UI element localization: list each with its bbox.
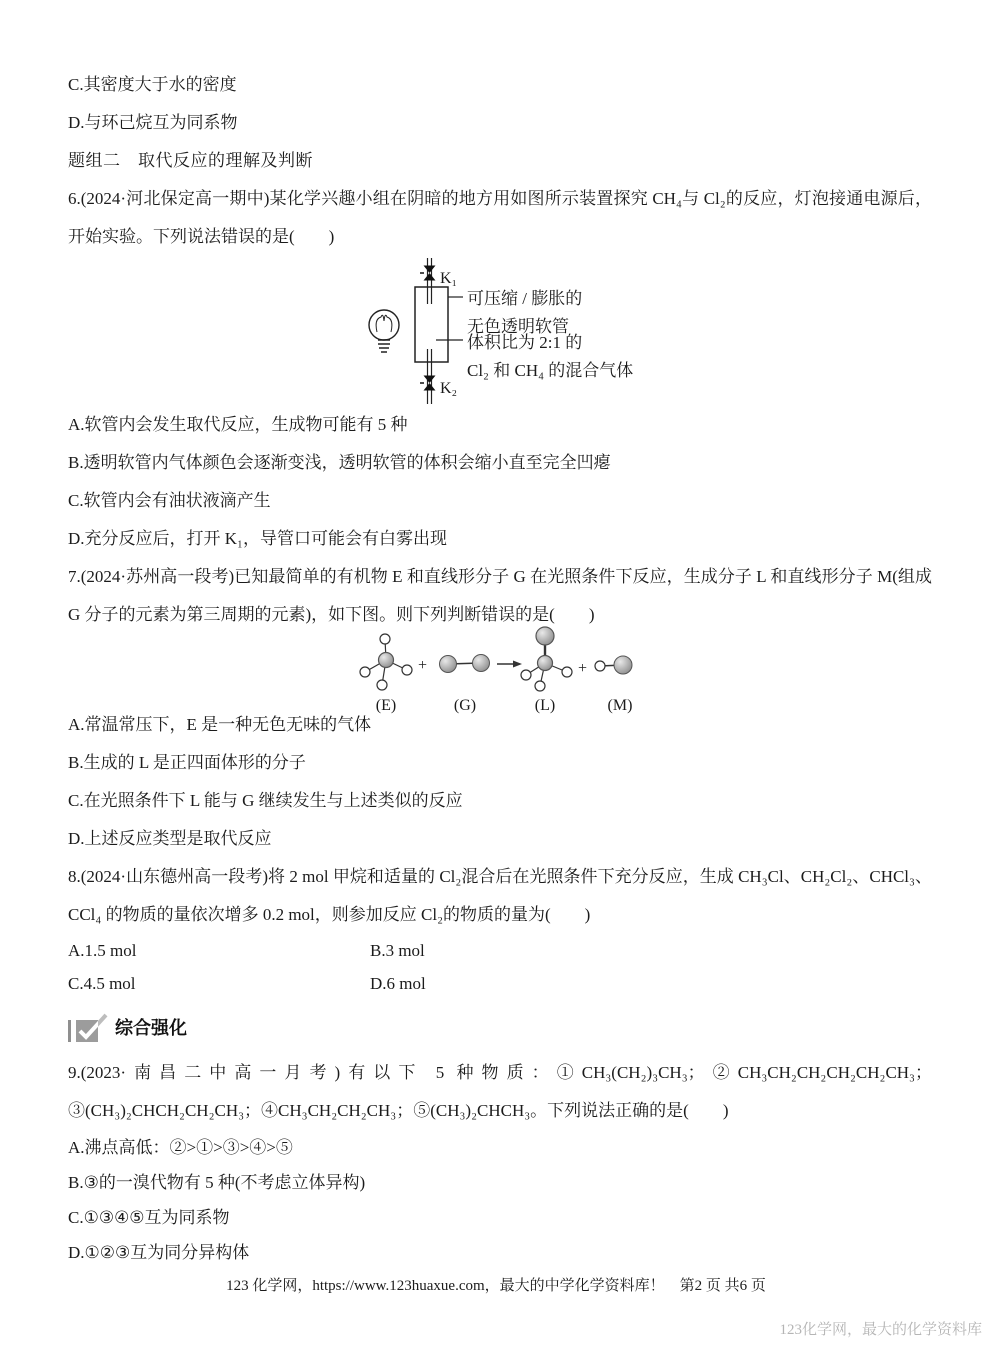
gas-annotation-line2: Cl₂ 和 CH₄ 的混合气体 xyxy=(467,361,634,380)
q7-option-d: D.上述反应类型是取代反应 xyxy=(68,829,272,848)
top-pipe xyxy=(428,258,432,304)
checkbox-check-icon xyxy=(68,1012,108,1042)
option-prev-c: C.其密度大于水的密度 xyxy=(68,75,237,94)
q8-option-c: C.4.5 mol xyxy=(68,974,136,993)
q7-option-b: B.生成的 L 是正四面体形的分子 xyxy=(68,753,306,772)
option-prev-d: D.与环己烷互为同系物 xyxy=(68,113,238,132)
q7-reaction-diagram xyxy=(355,628,932,714)
molecule-L-label: (L) xyxy=(534,697,556,714)
q8-option-a: A.1.5 mol xyxy=(68,941,137,960)
q6-apparatus-diagram xyxy=(360,256,932,406)
molecule-E-label: (E) xyxy=(375,697,397,714)
light-bulb-icon xyxy=(369,310,399,352)
section-title: 综合强化 xyxy=(115,1018,187,1038)
molecule-M-label: (M) xyxy=(607,697,633,714)
molecule-E xyxy=(360,634,412,690)
q9-options xyxy=(68,1130,932,1270)
q7-option-a: A.常温常压下，E 是一种无色无味的气体 xyxy=(68,715,372,734)
q8-options xyxy=(68,934,932,1000)
q7-stem: 7.(2024·苏州高一段考)已知最简单的有机物 E 和直线形分子 G 在光照条件下反应，生成分子 L 和直线形分子 M(组成 G 分子的元素为第三周期的元素)，如下图。则下列判断错误的是( ) xyxy=(68,567,932,624)
q9-block xyxy=(68,1054,932,1270)
q6-option-c: C.软管内会有油状液滴产生 xyxy=(68,491,271,510)
molecule-M xyxy=(595,656,632,674)
q6-option-a: A.软管内会发生取代反应，生成物可能有 5 种 xyxy=(68,415,408,434)
q9-option-c: C.①③④⑤互为同系物 xyxy=(68,1208,230,1227)
q6-option-d: D.充分反应后，打开 K₁，导管口可能会有白雾出现 xyxy=(68,529,447,548)
valve-k2-label: K₂ xyxy=(440,380,458,397)
gas-annotation-line1: 体积比为 2:1 的 xyxy=(467,333,583,352)
valve-k1-label: K₁ xyxy=(440,270,458,287)
watermark: 123化学网，最大的化学资料库 xyxy=(779,1322,982,1338)
topic-group-header: 题组二 取代反应的理解及判断 xyxy=(68,151,313,170)
tube-annotation-line1: 可压缩 / 膨胀的 xyxy=(467,289,583,308)
molecule-svg xyxy=(355,628,655,716)
q9-stem: 9.(2023·南昌二中高一月考)有以下 5 种物质：①CH₃(CH₂)₃CH₃；②CH₃CH₂CH₂CH₂CH₂CH₃；③(CH₃)₂CHCH₂CH₂CH₃；④CH₃CH₂CH₂CH₃；⑤(CH₃)₂CHCH₃。下列说法正确的是( ) xyxy=(68,1063,932,1120)
molecule-G xyxy=(440,655,490,673)
q9-option-d: D.①②③互为同分异构体 xyxy=(68,1243,250,1262)
molecule-G-label: (G) xyxy=(453,697,477,714)
q9-option-a: A.沸点高低：②>①>③>④>⑤ xyxy=(68,1138,293,1157)
q8-stem: 8.(2024·山东德州高一段考)将 2 mol 甲烷和适量的 Cl₂混合后在光照条件下充分反应，生成 CH₃Cl、CH₂Cl₂、CHCl₃、CCl₄ 的物质的量依次增多 0.2 mol，则参加反应 Cl₂的物质的量为( ) xyxy=(68,867,932,924)
apparatus-svg xyxy=(360,256,670,406)
q7-option-c: C.在光照条件下 L 能与 G 继续发生与上述类似的反应 xyxy=(68,791,463,810)
q9-option-b: B.③的一溴代物有 5 种(不考虑立体异构) xyxy=(68,1173,366,1192)
reaction-arrow-icon xyxy=(497,661,522,668)
q6-stem: 6.(2024·河北保定高一期中)某化学兴趣小组在阴暗的地方用如图所示装置探究 CH₄与 Cl₂的反应，灯泡接通电源后，开始实验。下列说法错误的是( ) xyxy=(68,189,932,246)
plus-sign-2: + xyxy=(578,660,588,677)
tube-annotation-line2: 无色透明软管 xyxy=(467,317,569,336)
q8-option-b: B.3 mol xyxy=(370,941,425,960)
section-header xyxy=(68,1012,932,1042)
plus-sign-1: + xyxy=(418,657,428,674)
molecule-L xyxy=(521,627,572,691)
q8-option-d: D.6 mol xyxy=(370,974,426,993)
page-footer: 123 化学网，https://www.123huaxue.com，最大的中学化学资料库！ 第2 页 共6 页 xyxy=(226,1278,766,1294)
q6-option-b: B.透明软管内气体颜色会逐渐变浅，透明软管的体积会缩小直至完全凹瘪 xyxy=(68,453,611,472)
